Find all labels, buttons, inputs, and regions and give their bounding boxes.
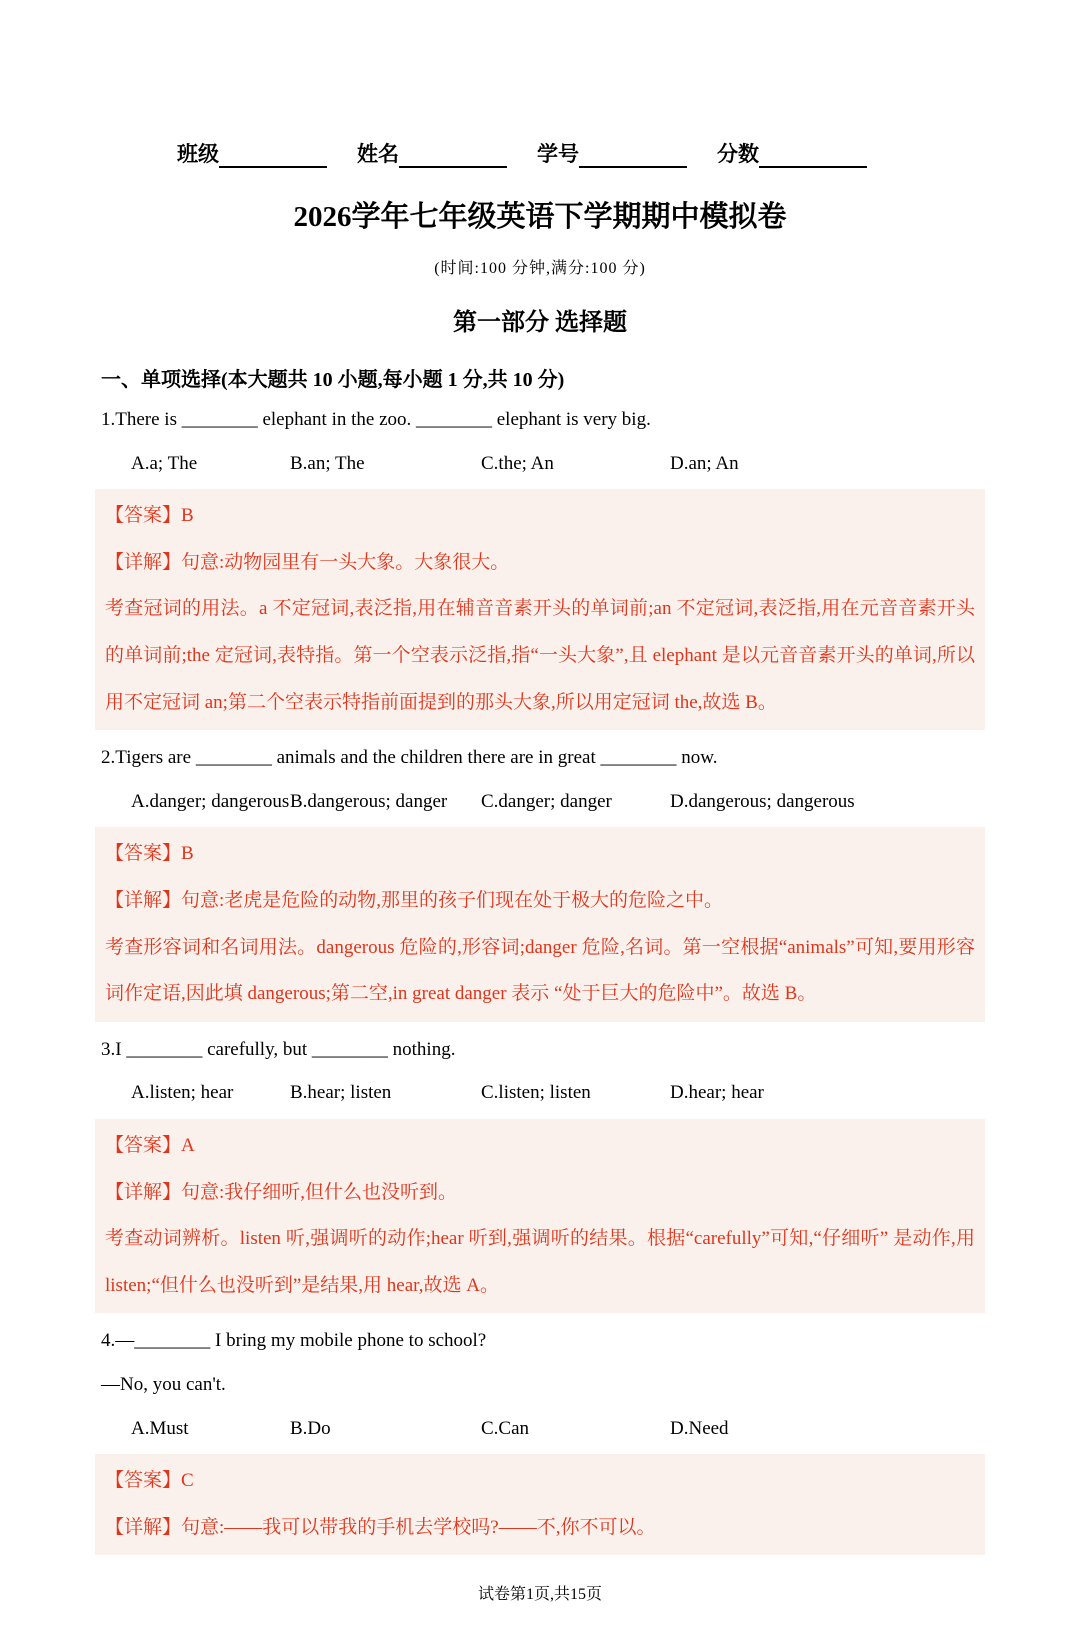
page-footer: 试卷第1页,共15页: [477, 1586, 602, 1604]
exam-subtitle: (时间:100 分钟,满分:100 分): [434, 260, 646, 277]
explanation-sentence: 【详解】句意:——我可以带我的手机去学校吗?——不,你不可以。: [105, 1516, 656, 1538]
question-2-text: 2.Tigers are ________ animals and the children there are in great ________ now.: [101, 747, 718, 769]
score-field: [717, 138, 867, 168]
part-heading: 第一部分 选择题: [453, 310, 627, 336]
option-b: B.an; The: [290, 452, 365, 474]
answer-line: 【答案】C: [105, 1470, 194, 1492]
question-4-options: [95, 1407, 985, 1451]
student-id-blank-underline: [579, 143, 687, 168]
option-d: D.Need: [670, 1417, 729, 1439]
question-1: [95, 398, 985, 730]
option-a: A.listen; hear: [131, 1082, 234, 1104]
option-c: C.the; An: [481, 452, 554, 474]
class-label: 班级: [177, 142, 219, 166]
explanation-paragraph: 考查冠词的用法。a 不定冠词,表泛指,用在辅音音素开头的单词前;an 不定冠词,表泛指,用在元音音素开头的单词前;the 定冠词,表特指。第一个空表示泛指,指“一头大象”,且 elephant 是以元音音素开头的单词,所以用不定冠词 an;第二个空表示特指前面提到的那头大象,所以用定冠词 the,故选 B。: [105, 598, 975, 713]
explanation-sentence: 【详解】句意:我仔细听,但什么也没听到。: [105, 1181, 458, 1203]
question-3-text: 3.I ________ carefully, but ________ nothing.: [101, 1038, 456, 1060]
option-c: C.danger; danger: [481, 790, 612, 812]
exam-title: 2026学年七年级英语下学期期中模拟卷: [293, 201, 787, 233]
class-field: [177, 138, 327, 168]
student-id-field: [537, 138, 687, 168]
option-d: D.hear; hear: [670, 1082, 764, 1104]
question-4: [95, 1319, 985, 1555]
explanation-paragraph: 考查动词辨析。listen 听,强调听的动作;hear 听到,强调听的结果。根据“carefully”可知,“仔细听” 是动作,用 listen;“但什么也没听到”是结果,用 hear,故选 A。: [105, 1228, 975, 1296]
question-1-text: 1.There is ________ elephant in the zoo. ________ elephant is very big.: [101, 409, 651, 430]
option-c: C.Can: [481, 1417, 530, 1439]
question-4-answer-block: [95, 1454, 985, 1555]
option-d: D.an; An: [670, 452, 739, 474]
student-info-row: [95, 138, 985, 168]
student-id-label: 学号: [537, 142, 579, 166]
answer-line: 【答案】A: [105, 1135, 195, 1157]
option-d: D.dangerous; dangerous: [670, 790, 855, 812]
score-label: 分数: [717, 142, 759, 166]
question-3: [95, 1028, 985, 1314]
explanation-sentence: 【详解】句意:老虎是危险的动物,那里的孩子们现在处于极大的危险之中。: [105, 890, 724, 912]
class-blank-underline: [219, 143, 327, 168]
score-blank-underline: [759, 143, 867, 168]
option-b: B.dangerous; danger: [290, 790, 448, 812]
question-3-options: [95, 1071, 985, 1115]
question-1-answer-block: [95, 489, 985, 730]
explanation-paragraph: 考查形容词和名词用法。dangerous 危险的,形容词;danger 危险,名词。第一空根据“animals”可知,要用形容词作定语,因此填 dangerous;第二空,in great danger 表示 “处于巨大的危险中”。故选 B。: [105, 936, 975, 1005]
question-2-answer-block: [95, 827, 985, 1021]
option-a: A.Must: [131, 1417, 189, 1439]
option-a: A.danger; dangerous: [131, 790, 290, 812]
name-blank-underline: [399, 143, 507, 168]
answer-line: 【答案】B: [105, 843, 194, 865]
question-2-options: [95, 780, 985, 824]
option-b: B.Do: [290, 1417, 331, 1439]
section-heading: 一、单项选择(本大题共 10 小题,每小题 1 分,共 10 分): [101, 369, 565, 391]
question-2: [95, 736, 985, 1022]
question-4-reply-text: —No, you can't.: [101, 1373, 226, 1395]
answer-line: 【答案】B: [105, 505, 194, 527]
explanation-sentence: 【详解】句意:动物园里有一头大象。大象很大。: [105, 551, 510, 573]
name-label: 姓名: [357, 142, 399, 166]
question-4-text: 4.—________ I bring my mobile phone to school?: [101, 1330, 487, 1352]
option-a: A.a; The: [131, 452, 198, 474]
option-b: B.hear; listen: [290, 1082, 392, 1104]
question-1-options: [95, 442, 985, 486]
name-field: [357, 138, 507, 168]
question-3-answer-block: [95, 1119, 985, 1313]
option-c: C.listen; listen: [481, 1082, 591, 1104]
